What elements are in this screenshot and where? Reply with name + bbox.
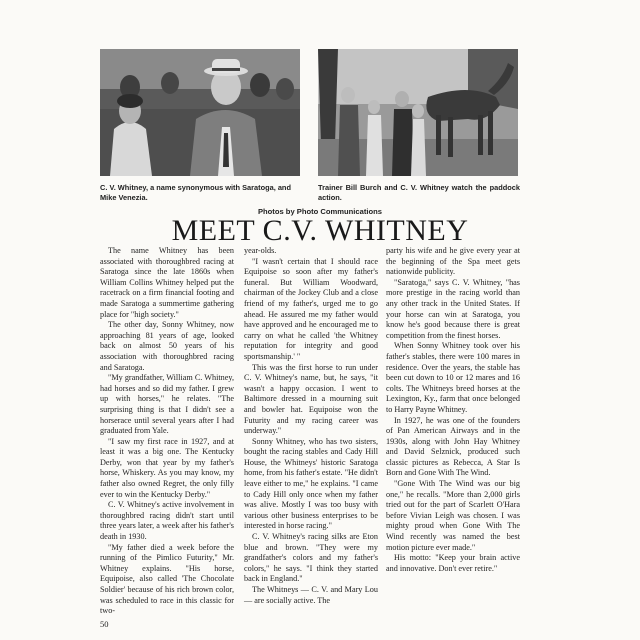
paragraph: "I wasn't certain that I should race Equipoise so soon after my father's funeral. But William Woodward, chairman of the Jockey Club and a close friend of my father's, urged me to go ahead. He assured me my father would have approved and he encouraged me to carry on what he called 'the Whitney reputation for integrity and good sportsmanship.' " xyxy=(244,256,378,361)
paragraph-continued: party his wife and he give every year at the beginning of the Spa meet gets nationwide publicity. xyxy=(386,246,520,277)
paragraph: In 1927, he was one of the founders of Pan American Airways and in the 1930s, along with John Hay Whitney and David Selznick, produced such classic pictures as Rebecca, A Star Is Born and Gone With The Wind. xyxy=(386,415,520,478)
paragraph: The Whitneys — C. V. and Mary Lou — are socially active. The xyxy=(244,585,378,605)
photo-whitney-and-venezia-image xyxy=(100,49,300,176)
article-headline: MEET C.V. WHITNEY xyxy=(171,214,469,247)
photo-burch-and-whitney-paddock xyxy=(318,49,518,176)
photo-credit: Photos by Photo Communications xyxy=(257,207,383,216)
paragraph: C. V. Whitney's racing silks are Eton blue and brown. "They were my grandfather's colors and my father's colors," he says. "I think they started back in England." xyxy=(244,532,378,584)
photo-caption-left: C. V. Whitney, a name synonymous with Saratoga, and Mike Venezia. xyxy=(100,183,291,202)
paragraph: The name Whitney has been associated with thoroughbred racing at Saratoga since the late 1860s when William Collins Whitney helped put the racetrack on a firm financial footing and made Saratoga a summertime gathering place for "high society." xyxy=(100,246,234,319)
photo-burch-and-whitney-paddock-image xyxy=(318,49,518,176)
paragraph: His motto: "Keep your brain active and innovative. Don't ever retire." xyxy=(386,553,520,573)
paragraph-continued: year-olds. xyxy=(244,246,277,255)
photo-whitney-and-venezia xyxy=(100,49,300,176)
paragraph: "My grandfather, William C. Whitney, had horses and so did my father. I grew up with horses," he relates. "The surprising thing is that I didn't see a horserace until several years after I had graduated from Yale. xyxy=(100,373,234,436)
paragraph: "Gone With The Wind was our big one," he recalls. "More than 2,000 girls tried out for the part of Scarlett O'Hara before Vivian Leigh was chosen. I was mighty proud when Gone With The Wind recently was named the best motion picture ever made." xyxy=(386,479,520,552)
article-column-2 xyxy=(244,246,378,606)
article-column-3 xyxy=(386,246,520,574)
paragraph: C. V. Whitney's active involvement in thoroughbred racing didn't start until three years later, a week after his father's death in 1930. xyxy=(100,500,234,542)
paragraph: The other day, Sonny Whitney, now approaching 81 years of age, looked back on almost 50 years of his association with thoroughbred racing and Saratoga. xyxy=(100,320,234,372)
paragraph: When Sonny Whitney took over his father's stables, there were 100 mares in residence. Over the years, the stable has been cut down to 10 or 12 mares and 16 colts. The Whitneys breed horses at the Lexington, Ky., farm that once belonged to Harry Payne Whitney. xyxy=(386,341,520,414)
article-column-1 xyxy=(100,246,234,617)
page-number: 50 xyxy=(100,619,109,629)
paragraph: "I saw my first race in 1927, and at least it was a big one. The Kentucky Derby, won that year by my father's horse, Whiskery. As you may know, my father also owned Regret, the only filly ever to win the Kentucky Derby." xyxy=(100,436,234,499)
paragraph: Sonny Whitney, who has two sisters, bought the racing stables and Cady Hill House, the Whitneys' historic Saratoga home, from his father's estate. "He didn't leave either to me," he explains. "I came to Cady Hill only once when my father was alive. Mostly I was too busy with various other business enterprises to be interested in horse racing." xyxy=(244,436,378,531)
paragraph: "My father died a week before the running of the Pimlico Futurity," Mr. Whitney explains. "His horse, Equipoise, also called 'The Chocolate Soldier' because of his rich brown color, was scheduled to race in this classic for two- xyxy=(100,542,234,616)
paragraph: This was the first horse to run under C. V. Whitney's name, but, he says, "it wasn't a happy occasion. I went to Baltimore dressed in a mourning suit and bowler hat. Equipoise won the Futurity and my racing career was underway." xyxy=(244,362,378,436)
photo-caption-right: Trainer Bill Burch and C. V. Whitney watch the paddock action. xyxy=(318,183,520,202)
paragraph: "Saratoga," says C. V. Whitney, "has more prestige in the racing world than any other track in the United States. If your horse can win at Saratoga, you know he's good because there is great competition from the finest horses. xyxy=(386,277,520,340)
